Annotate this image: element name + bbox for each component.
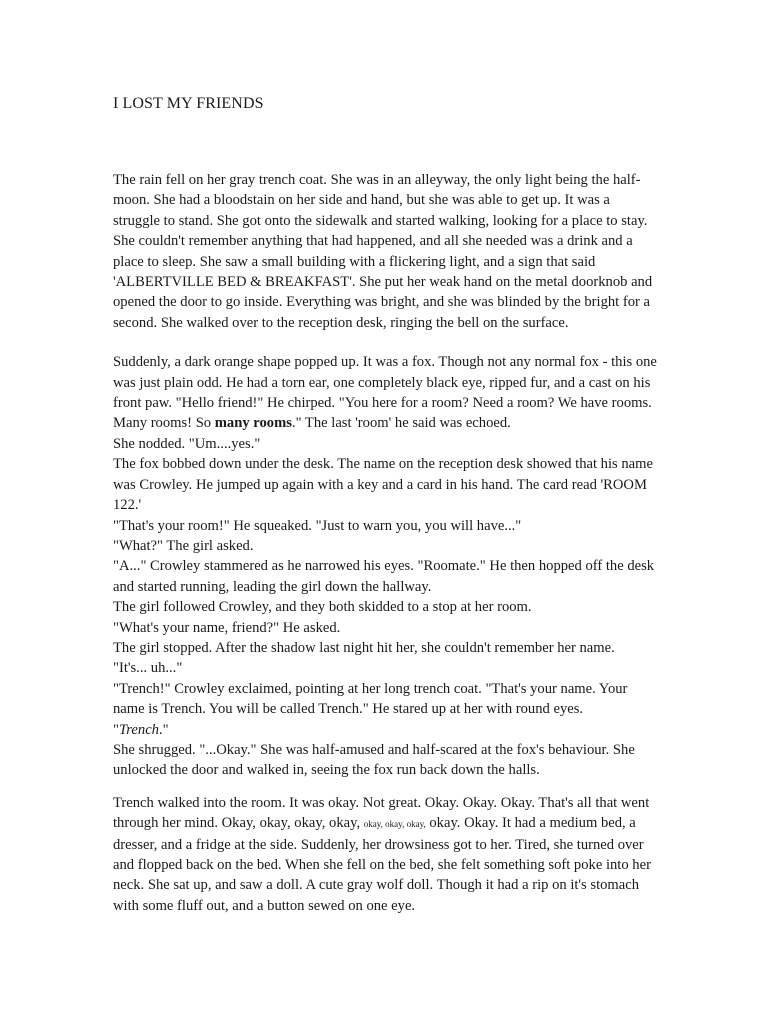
- line-followed: The girl followed Crowley, and they both skidded to a stop at her room.: [113, 599, 532, 616]
- document-page: [113, 92, 658, 916]
- small-okay-text: okay, okay, okay,: [363, 819, 426, 830]
- paragraph-room: [113, 793, 658, 916]
- close-quote: .": [158, 721, 169, 738]
- line-your-room: "That's your room!" He squeaked. "Just to warn you, you will have...": [113, 517, 522, 534]
- line-girl-stopped: The girl stopped. After the shadow last night hit her, she couldn't remember her name.: [113, 639, 615, 656]
- paragraph-arrival: The rain fell on her gray trench coat. She was in an alleyway, the only light being the half-moon. She had a bloodstain on her side and hand, but she was able to get up. It was a struggle to stand. She got onto the sidewalk and started walking, looking for a place to stay. She couldn't remember anything that had happened, and all she needed was a drink and a place to sleep. She saw a small building with a flickering light, and a sign that said 'ALBERTVILLE BED & BREAKFAST'. She put her weak hand on the metal doorknob and opened the door to go inside. Everything was bright, and she was blinded by the bright for a second. She walked over to the reception desk, ringing the bell on the surface.: [113, 172, 653, 331]
- room-text-end: okay. Okay. It had a medium bed, a dresser, and a fridge at the side. Suddenly, her drowsiness got to her. Tired, she turned over and flopped back on the bed. When she fell on the bed, she felt something soft poke into her neck. She sat up, and saw a doll. A cute gray wolf doll. Though it had a rip on it's stomach with some fluff out, and a button sewed on one eye.: [113, 815, 651, 914]
- italic-trench: Trench: [118, 721, 159, 738]
- line-shrugged: She shrugged. "...Okay." She was half-amused and half-scared at the fox's behaviour. She unlocked the door and walked in, seeing the fox run back down the halls.: [113, 741, 635, 779]
- line-trench-exclaimed: "Trench!" Crowley exclaimed, pointing at her long trench coat. "That's your name. Your name is Trench. You will be called Trench." He stared up at her with round eyes.: [113, 680, 628, 718]
- line-its-uh: "It's... uh...": [113, 660, 183, 677]
- open-quote: ": [113, 721, 119, 738]
- line-crowley-name: The fox bobbed down under the desk. The name on the reception desk showed that his name was Crowley. He jumped up again with a key and a card in his hand. The card read 'ROOM 122.': [113, 456, 653, 514]
- paragraph-gap: [113, 781, 658, 793]
- room-text: Trench walked into the room. It was okay. Not great. Okay. Okay. Okay. That's all that went through her mind. Okay, okay, okay, okay,: [113, 794, 650, 832]
- line-what: "What?" The girl asked.: [113, 537, 254, 554]
- fox-intro-text: Suddenly, a dark orange shape popped up. It was a fox. Though not any normal fox - this one was just plain odd. He had a torn ear, one completely black eye, ripped fur, and a cast on his front paw. "Hello friend!" He chirped. "You here for a room? Need a room? We have rooms. Many rooms! So: [113, 354, 657, 432]
- line-roomate: "A..." Crowley stammered as he narrowed his eyes. "Roomate." He then hopped off the desk and started running, leading the girl down the hallway.: [113, 558, 655, 595]
- fox-intro-end: ." The last 'room' he said was echoed.: [291, 415, 511, 432]
- bold-many-rooms: many rooms: [214, 415, 292, 432]
- line-trench-italic: [113, 720, 658, 740]
- line-whats-your-name: "What's your name, friend?" He asked.: [113, 619, 341, 636]
- paragraph-gap: [113, 333, 658, 352]
- story-title: I LOST MY FRIENDS: [113, 95, 264, 112]
- paragraph-fox-intro: [113, 352, 658, 434]
- line-nodded: She nodded. "Um....yes.": [113, 435, 261, 452]
